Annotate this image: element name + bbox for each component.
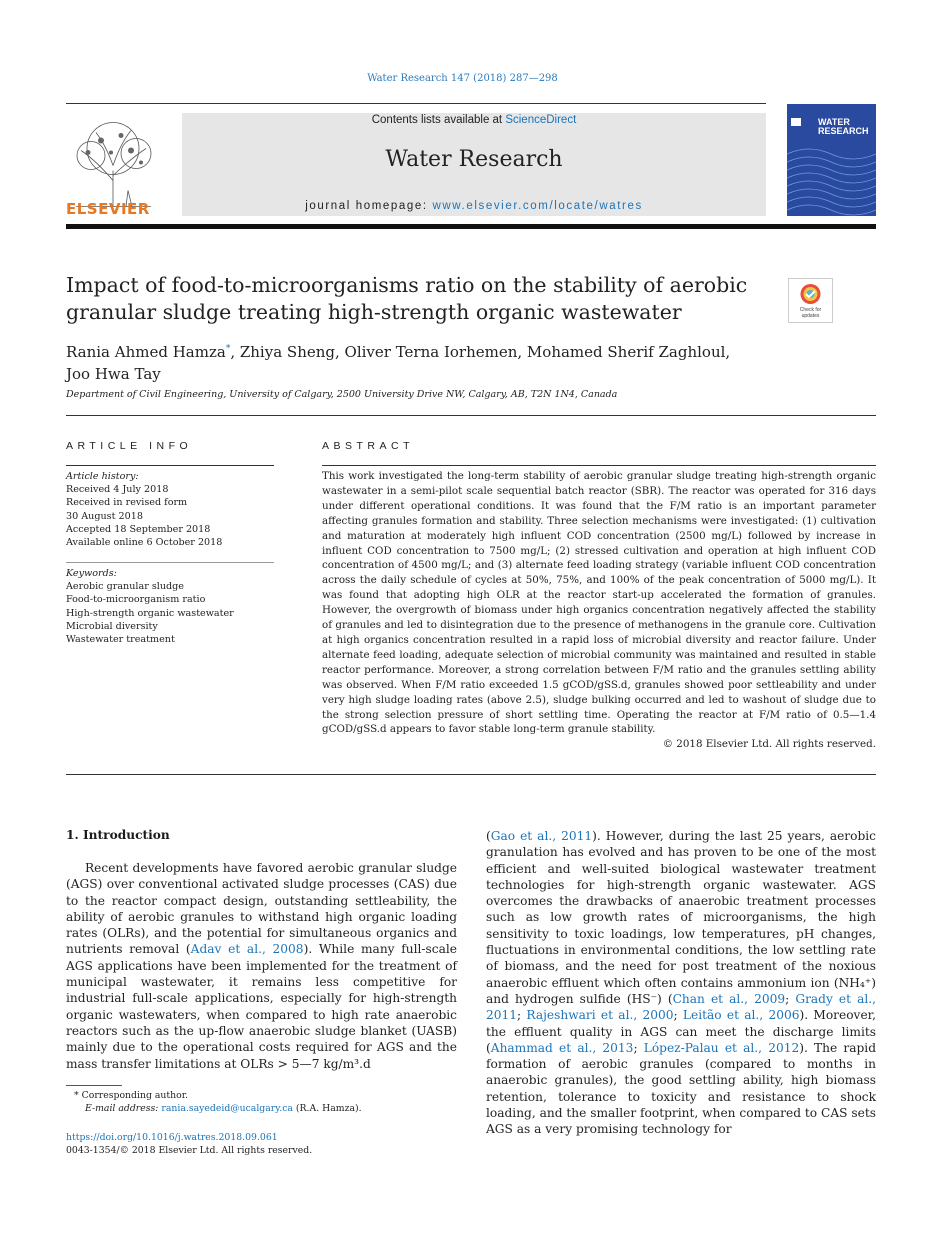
article-title: Impact of food-to-microorganisms ratio on the stability of aerobic granular sludge treating high-strength organic wastewater bbox=[66, 273, 748, 324]
title-bottom-rule bbox=[66, 415, 876, 416]
body-text: ). The rapid formation of aerobic granules (compared to months in anaerobic granules), the good settling ability, high biomass retention, tolerance to toxicity and resistance to shock loading, and the smaller footprint, when compared to CAS sets AGS as a very promising technology for bbox=[486, 1040, 877, 1137]
reference-link[interactable]: Adav et al., 2008 bbox=[190, 942, 304, 957]
doi-link[interactable]: https://doi.org/10.1016/j.watres.2018.09.061 bbox=[66, 1132, 278, 1143]
reference-link[interactable]: Grady et al., 2011 bbox=[486, 991, 877, 1023]
footnote-rule bbox=[66, 1085, 122, 1086]
header-top-rule bbox=[66, 103, 766, 104]
reference-link[interactable]: Chan et al., 2009 bbox=[672, 991, 786, 1006]
svg-text:updates: updates bbox=[801, 313, 820, 319]
body-text: ; bbox=[673, 1008, 683, 1023]
intro-paragraph-left bbox=[66, 860, 457, 1072]
body-text: ; bbox=[633, 1040, 644, 1055]
abstract-copyright: © 2018 Elsevier Ltd. All rights reserved. bbox=[662, 738, 876, 750]
body-text: ). Moreover, the effluent quality in AGS can meet the discharge limits ( bbox=[486, 1008, 877, 1055]
footnote: * Corresponding author. E-mail address: rania.sayedeid@ucalgary.ca (R.A. Hamza). bbox=[74, 1090, 362, 1115]
homepage-link[interactable]: www.elsevier.com/locate/watres bbox=[432, 200, 643, 212]
abstract-bottom-rule bbox=[66, 774, 876, 775]
keyword-item: Wastewater treatment bbox=[66, 634, 175, 646]
corresponding-mark[interactable]: * bbox=[225, 344, 231, 354]
history-item: Received 4 July 2018 bbox=[66, 484, 169, 496]
publisher-name: ELSEVIER bbox=[66, 200, 150, 218]
body-text: ; bbox=[785, 991, 796, 1006]
body-text: ). However, during the last 25 years, aerobic granulation has evolved and has proven to be one of the most efficient and well-suited biological wastewater treatment technologies for high-strength organic wastewater. AGS overcomes the drawbacks of anaerobic treatment processes such as low growth rates of microorganisms, the high sensitivity to toxic loadings, low temperatures, pH changes, fluctuations in environmental conditions, the low settling rate of biomass, and the need for post treatment of the noxious anaerobic effluent which often contains ammonium ion (NH₄⁺) and hydrogen sulfide (HS⁻) ( bbox=[486, 829, 876, 1006]
abstract-heading: ABSTRACT bbox=[322, 440, 415, 452]
keyword-item: Food-to-microorganism ratio bbox=[66, 594, 206, 606]
author-hamza: Rania Ahmed Hamza bbox=[66, 343, 226, 361]
cover-title: WATER RESEARCH bbox=[818, 117, 869, 136]
keyword-item: High-strength organic wastewater bbox=[66, 607, 234, 619]
abstract-text: This work investigated the long-term stability of aerobic granular sludge treating high-strength organic wastewater in a semi-pilot scale sequential batch reactor (SBR). The reactor was operated for 316 days under different operational conditions. It was found that the F/M ratio is an important parameter affecting granules formation and stability. Three selection mechanisms were investigated: (1) cultivation and maturation at moderately high influent COD concentration (2500 mg/L) followed by increase in influent COD concentration to 7500 mg/L; (2) stressed cultivation and operation at high influent COD concentration of 4500 mg/L; and (3) alternate feed loading strategy (variable influent COD concentration across the daily schedule of cycles at 50%, 75%, and 100% of the peak concentration of 5000 mg/L). It was found that adopting high OLR at the reactor start-up accelerated the formation of granules. However, the overgrowth of biomass under high organics concentration negatively affected the stability of granules and led to disintegration due to the presence of methanogens in the granule core. Cultivation at high organics concentration resulted in a rapid loss of microbial diversity and reactor failure. Under alternate feed loading, adequate selection of microbial community was maintained and resulted in stable reactor performance. Moreover, a strong correlation between F/M ratio and the granules settling ability was observed. When F/M ratio exceeded 1.5 gCOD/gSS.d, granules showed poor settleability and under very high sludge loading rates (above 2.5), sludge bulking occurred and led to washout of sludge due to the strong selection pressure of short settling time. Operating the reactor at F/M ratio of 0.5—1.4 gCOD/gSS.d appears to favor stable long-term granule stability. bbox=[322, 470, 876, 736]
doi-block bbox=[66, 1131, 446, 1158]
check-updates-label: Check for bbox=[799, 307, 822, 313]
email-link[interactable]: rania.sayedeid@ucalgary.ca bbox=[161, 1103, 293, 1115]
affiliation: Department of Civil Engineering, University of Calgary, 2500 University Drive NW, Calgary, AB, T2N 1N4, Canada bbox=[66, 389, 618, 400]
body-text: ). While many full-scale AGS applications have been implemented for the treatment of municipal wastewater, it remains less competitive for industrial full-scale applications, especially for high-strength organic wastewaters, when compared to high rate anaerobic reactors such as the up-flow anaerobic sludge blanket (UASB) mainly due to the operational costs required for AGS and the mass transfer limitations at OLRs > 5—7 kg/m³.d bbox=[66, 942, 457, 1071]
reference-link[interactable]: Gao et al., 2011 bbox=[490, 829, 593, 843]
reference-link[interactable]: Ahammad et al., 2013 bbox=[490, 1040, 634, 1055]
reference-link[interactable]: Rajeshwari et al., 2000 bbox=[526, 1008, 674, 1023]
reference-link[interactable]: Leitão et al., 2006 bbox=[682, 1008, 800, 1023]
reference-link[interactable]: López-Palau et al., 2012 bbox=[643, 1040, 800, 1055]
header-thick-rule bbox=[66, 224, 876, 229]
history-item: Accepted 18 September 2018 bbox=[66, 523, 211, 535]
keywords-list: Keywords: Aerobic granular sludge Food-to-microorganism ratio High-strength organic wastewater Microbial diversity Wastewater treatment bbox=[66, 567, 274, 646]
check-updates-icon bbox=[789, 279, 832, 322]
journal-homepage: journal homepage: www.elsevier.com/locate/watres bbox=[305, 200, 643, 212]
history-item: 30 August 2018 bbox=[66, 510, 143, 522]
journal-citation[interactable]: Water Research 147 (2018) 287—298 bbox=[367, 73, 558, 84]
author-list: Rania Ahmed Hamza*, Zhiya Sheng, Oliver Terna Iorhemen, Mohamed Sherif Zaghloul, Joo Hwa Tay bbox=[66, 343, 731, 383]
section-heading-introduction: 1. Introduction bbox=[66, 828, 170, 842]
body-text: ; bbox=[517, 1008, 527, 1023]
abstract-rule bbox=[322, 465, 876, 466]
article-info-rule bbox=[66, 465, 274, 466]
sciencedirect-link[interactable]: ScienceDirect bbox=[505, 114, 577, 126]
journal-name: Water Research bbox=[385, 147, 563, 172]
body-text: Recent developments have favored aerobic granular sludge (AGS) over conventional activated sludge processes (CAS) due to the reactor compact design, outstanding settleability, the ability of aerobic granules to withstand high organic loading rates (OLRs), and the potential for simultaneous organics and nutrients removal ( bbox=[66, 861, 457, 957]
keyword-item: Aerobic granular sludge bbox=[66, 581, 184, 593]
keyword-item: Microbial diversity bbox=[66, 620, 158, 632]
article-history: Article history: Received 4 July 2018 Received in revised form 30 August 2018 Accepted 18 September 2018 Available online 6 October 2018 bbox=[66, 470, 274, 549]
contents-line: Contents lists available at ScienceDirect bbox=[371, 114, 577, 126]
issn-line: 0043-1354/© 2018 Elsevier Ltd. All rights reserved. bbox=[66, 1145, 313, 1157]
history-item: Available online 6 October 2018 bbox=[66, 537, 223, 549]
intro-paragraph-right bbox=[486, 828, 876, 1138]
article-info-heading: ARTICLE INFO bbox=[66, 440, 193, 452]
body-text: ( bbox=[486, 829, 491, 843]
keywords-rule bbox=[66, 562, 274, 563]
check-for-updates-button[interactable] bbox=[788, 278, 833, 323]
history-item: Received in revised form bbox=[66, 497, 188, 509]
